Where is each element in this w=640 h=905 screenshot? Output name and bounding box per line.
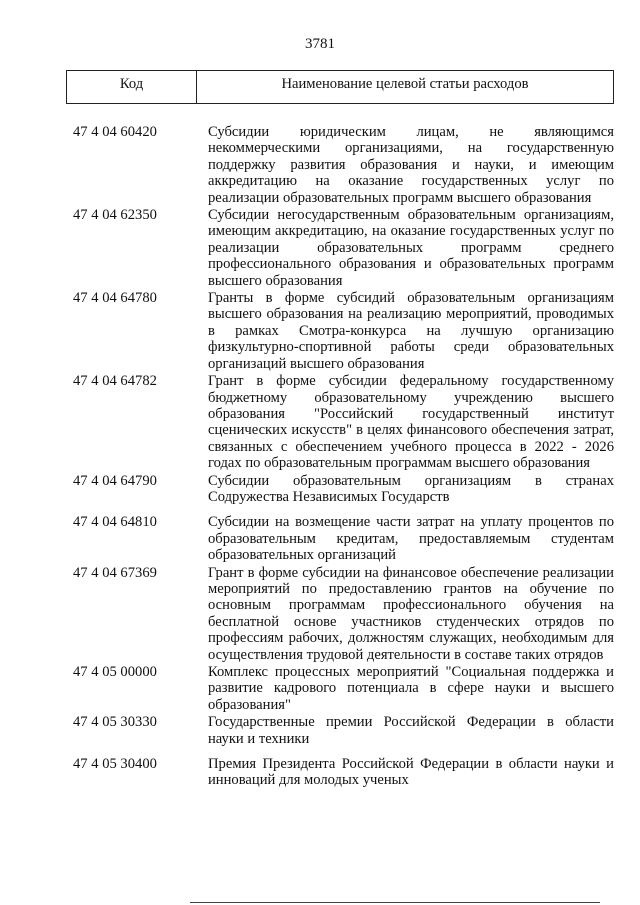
row-code: 47 4 05 30330: [73, 714, 157, 731]
row-description: Государственные премии Российской Федерации в области науки и техники: [208, 714, 614, 747]
table-row: [66, 565, 614, 663]
table-row: [66, 373, 614, 471]
page-number: 3781: [305, 36, 335, 52]
row-code: 47 4 04 60420: [73, 124, 157, 140]
row-description: Гранты в форме субсидий образовательным организациям высшего образования на реализацию мероприятий, проводимых в рамках Смотра-конкурса на лучшую организацию физкультурно-спортивной работы среди образовательных организаций высшего образования: [208, 290, 614, 372]
row-code: 47 4 04 62350: [73, 207, 157, 224]
header-code: Код: [67, 71, 197, 103]
row-description: Премия Президента Российской Федерации в области науки и инноваций для молодых ученых: [208, 756, 614, 789]
row-code: 47 4 05 00000: [73, 664, 157, 680]
table-row: [66, 714, 614, 747]
row-code: 47 4 04 64780: [73, 290, 157, 307]
row-description: Грант в форме субсидии федеральному государственному бюджетному образовательному учреждению высшего образования "Российский государственный институт сценических искусств" в целях финансового обеспечения затрат, связанных с обеспечением учебного процесса в 2022 - 2026 годах по образовательным программам высшего образования: [208, 373, 614, 472]
table-row: [66, 473, 614, 506]
table-row: [66, 756, 614, 789]
row-code: 47 4 04 64782: [73, 373, 157, 390]
row-description: Субсидии образовательным организациям в странах Содружества Независимых Государств: [208, 472, 614, 505]
table-row: [66, 514, 614, 563]
row-code: 47 4 05 30400: [73, 756, 157, 773]
page-edge-line: [190, 902, 600, 903]
row-description: Субсидии негосударственным образовательным организациям, имеющим аккредитацию, на оказание государственных услуг по реализации образовательных программ среднего профессионального образования и образовательных программ высшего образования: [208, 207, 614, 289]
header-name: Наименование целевой статьи расходов: [281, 76, 529, 92]
row-description: Комплекс процессных мероприятий "Социальная поддержка и развитие кадрового потенциала в сфере науки и высшего образования": [208, 664, 614, 713]
table-row: [66, 664, 614, 713]
table-row: [66, 124, 614, 206]
row-code: 47 4 04 64810: [73, 514, 157, 531]
table-body: [66, 124, 614, 790]
table-row: [66, 290, 614, 372]
row-code: 47 4 04 67369: [73, 564, 157, 581]
row-description: Субсидии юридическим лицам, не являющимся некоммерческими организациями, на государственную поддержку развития образования и науки, и имеющим аккредитацию на оказание государственных услуг по реализации образовательных программ высшего образования: [208, 124, 614, 206]
row-description: Грант в форме субсидии на финансовое обеспечение реализации мероприятий по предоставлению грантов на обучение по основным программам профессионального обучения на бесплатной основе участников студенческих отрядов по профессиям рабочих, должностям служащих, необходимым для осуществления трудовой деятельности в составе таких отрядов: [208, 564, 614, 663]
row-code: 47 4 04 64790: [73, 472, 157, 489]
row-description: Субсидии на возмещение части затрат на уплату процентов по образовательным кредитам, предоставляемым студентам образовательных организаций: [208, 514, 614, 564]
table-header: [66, 70, 614, 104]
table-row: [66, 207, 614, 289]
